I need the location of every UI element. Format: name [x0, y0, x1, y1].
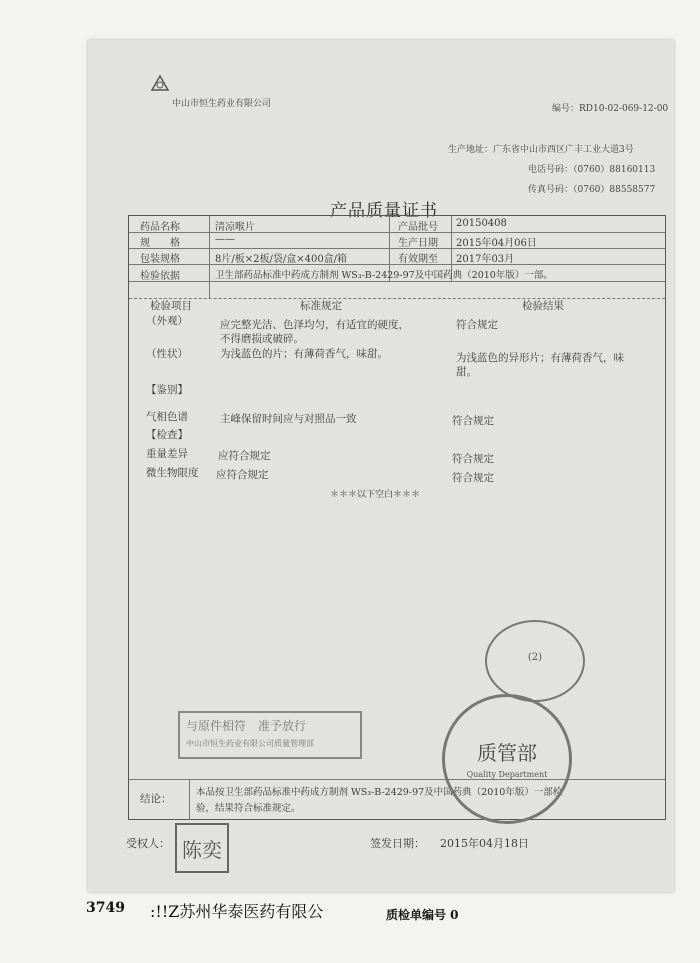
- quality-department-stamp-en: Quality Department: [466, 770, 548, 779]
- document-number: 编号：RD10-02-069-12-00: [552, 104, 669, 114]
- company-name: 中山市恒生药业有限公司: [172, 99, 272, 109]
- footer-company: :!!Z苏州华泰医药有限公: [150, 902, 324, 921]
- footer-form-number: 质检单编号 0: [386, 908, 459, 922]
- spec-label: 规 格: [140, 238, 180, 249]
- production-date-value: 2015年04月06日: [456, 238, 537, 249]
- package-spec-value: 8片/板×2板/袋/盒×400盒/箱: [215, 254, 348, 265]
- table-row-standard: 主峰保留时间应与对照品一致: [220, 413, 357, 425]
- quality-department-stamp: [442, 694, 572, 824]
- table-row-result: 为浅蓝色的异形片；有薄荷香气，味: [456, 352, 624, 364]
- table-row-item: （性状）: [146, 348, 188, 360]
- drug-name-value: 清凉喉片: [215, 222, 255, 233]
- batch-number-label: 产品批号: [398, 222, 438, 233]
- table-row-item: （外观）: [146, 315, 188, 327]
- footer-code: 3749: [86, 900, 125, 916]
- page-title: 产品质量证书: [330, 201, 438, 221]
- spec-value: ——: [215, 234, 235, 245]
- issue-date-value: 2015年04月18日: [440, 837, 529, 850]
- table-row-item: 微生物限度: [146, 467, 199, 479]
- table-row-standard: 应符合规定: [216, 469, 269, 481]
- conclusion-text-line1: 本品按卫生部药品标准中药成方制剂 WS₃-B-2429-97及中国药典（2010年版）一部检: [196, 787, 563, 798]
- table-row-item: 【鉴别】: [146, 384, 188, 396]
- table-row-result: 符合规定: [452, 415, 494, 427]
- column-header-standard: 标准规定: [300, 300, 342, 312]
- phone-number: 电话号码：（0760）88160113: [528, 165, 656, 175]
- release-stamp-line2: 中山市恒生药业有限公司质量管理部: [186, 739, 314, 748]
- table-row-item: 重量差异: [146, 448, 188, 460]
- blank-below-marker: ＊＊＊以下空白＊＊＊: [330, 490, 421, 500]
- table-row-item: 【检查】: [146, 429, 188, 441]
- table-row-result: 符合规定: [456, 319, 498, 331]
- table-row-standard: 为浅蓝色的片；有薄荷香气，味甜。: [220, 348, 388, 360]
- expiry-label: 有效期至: [398, 254, 438, 265]
- production-address: 生产地址：广东省中山市西区广丰工业大道3号: [448, 145, 634, 155]
- fax-number: 传真号码：（0760）88558577: [528, 185, 656, 195]
- release-stamp-line1: 与原件相符 准予放行: [186, 719, 307, 733]
- table-row-result: 符合规定: [452, 453, 494, 465]
- test-basis-value: 卫生部药品标准中药成方制剂 WS₃-B-2429-97及中国药典（2010年版）一部。: [215, 270, 553, 281]
- test-basis-label: 检验依据: [140, 271, 180, 282]
- company-logo-icon: [150, 74, 170, 92]
- small-round-stamp-text: (2): [527, 652, 543, 663]
- conclusion-label: 结论：: [140, 793, 172, 805]
- table-row-result: 符合规定: [452, 472, 494, 484]
- package-spec-label: 包装规格: [140, 254, 180, 265]
- table-row-standard: 应符合规定: [218, 450, 271, 462]
- issue-date-label: 签发日期：: [370, 837, 425, 850]
- column-header-item: 检验项目: [150, 300, 192, 312]
- small-round-stamp: [485, 620, 585, 702]
- drug-name-label: 药品名称: [140, 222, 180, 233]
- authorized-person-seal: 陈奕: [175, 823, 229, 873]
- table-row-item: 气相色谱: [146, 411, 188, 423]
- authorized-person-label: 受权人：: [126, 837, 170, 850]
- quality-department-stamp-text: 质管部: [477, 741, 537, 765]
- expiry-value: 2017年03月: [456, 254, 515, 265]
- table-row-result: 甜。: [456, 366, 477, 378]
- conclusion-text-line2: 验，结果符合标准规定。: [196, 803, 301, 814]
- release-rect-stamp: [178, 711, 362, 759]
- batch-number-value: 20150408: [456, 218, 507, 229]
- table-row-standard: 应完整光洁、色泽均匀，有适宜的硬度，: [220, 319, 409, 331]
- column-header-result: 检验结果: [522, 300, 564, 312]
- production-date-label: 生产日期: [398, 238, 438, 249]
- table-row-standard: 不得磨损或破碎。: [220, 333, 304, 345]
